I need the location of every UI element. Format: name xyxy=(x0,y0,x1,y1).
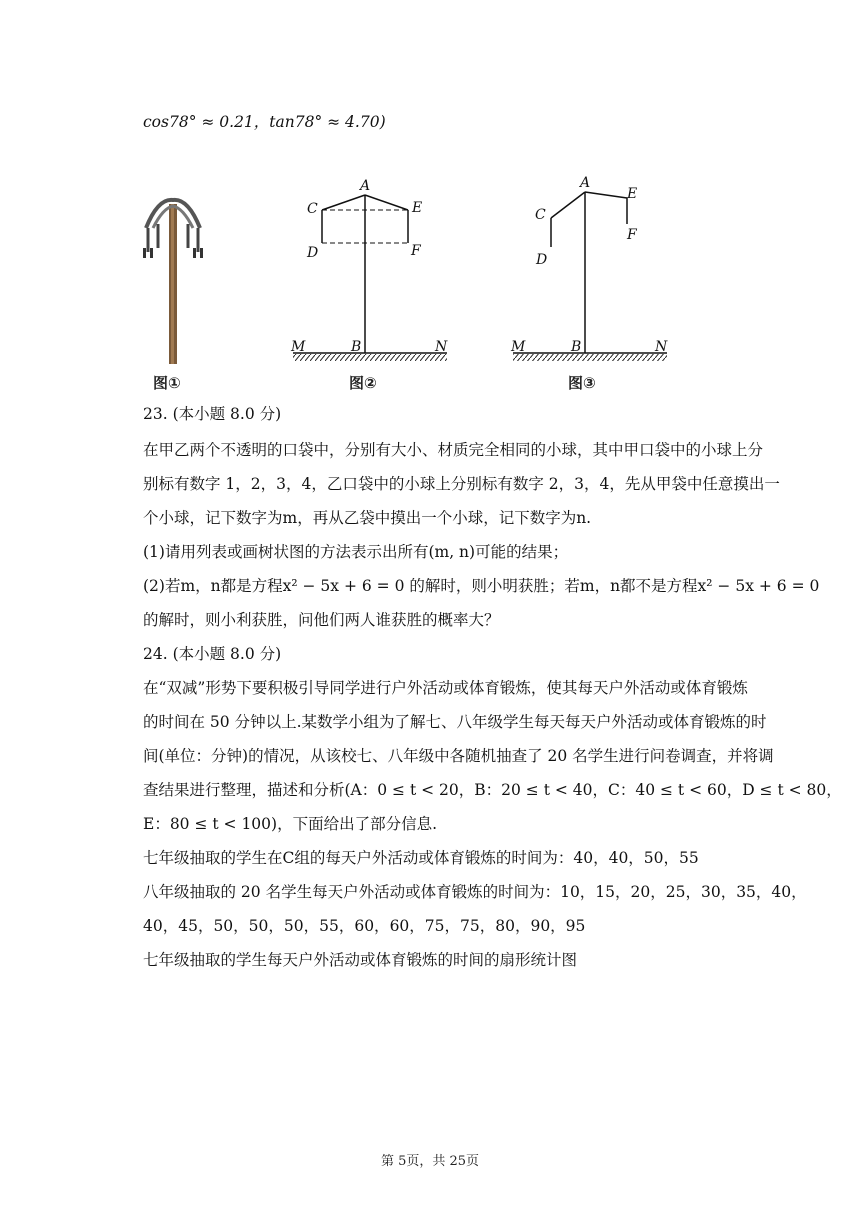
figure-3-label: 图③ xyxy=(568,374,596,392)
fig2-point-e: E xyxy=(412,200,423,216)
figure-3-drawing xyxy=(505,172,675,370)
fig2-point-c: C xyxy=(307,201,318,217)
q24-line-1: 在“双减”形势下要积极引导同学进行户外活动或体育锻炼，使其每天户外活动或体育锻炼 xyxy=(143,679,748,697)
figure-1 xyxy=(138,190,208,365)
figure-3 xyxy=(505,172,675,370)
q23-line-3: 个小球，记下数字为m，再从乙袋中摸出一个小球，记下数字为n. xyxy=(143,509,592,527)
figure-1-label: 图① xyxy=(153,374,181,392)
q24-line-7: 八年级抽取的 20 名学生每天户外活动或体育锻炼的时间为：10，15，20，25，30，35，40， xyxy=(143,883,807,901)
q23-line-5: (2)若m，n都是方程x² − 5x + 6 = 0 的解时，则小明获胜；若m，n都不是方程x² − 5x + 6 = 0 xyxy=(143,577,820,595)
q24-line-4: 查结果进行整理，描述和分析(A：0 ≤ t < 20，B：20 ≤ t < 40，C：40 ≤ t < 60，D ≤ t < 80， xyxy=(143,781,842,799)
q23-line-1: 在甲乙两个不透明的口袋中，分别有大小、材质完全相同的小球，其中甲口袋中的小球上分 xyxy=(143,441,764,459)
q23-line-2: 别标有数字 1，2，3，4，乙口袋中的小球上分别标有数字 2，3，4，先从甲袋中任意摸出一 xyxy=(143,475,780,493)
fig3-point-d: D xyxy=(536,252,548,268)
fig3-point-m: M xyxy=(511,339,526,355)
q24-header: 24. (本小题 8.0 分) xyxy=(143,645,282,663)
q24-line-2: 的时间在 50 分钟以上.某数学小组为了解七、八年级学生每天每天户外活动或体育锻炼的时 xyxy=(143,713,767,731)
q24-line-6: 七年级抽取的学生在C组的每天户外活动或体育锻炼的时间为：40，40，50，55 xyxy=(143,849,699,867)
fig2-point-a: A xyxy=(360,178,371,194)
fig3-point-b: B xyxy=(571,339,582,355)
figure-2-label: 图② xyxy=(349,374,377,392)
fig2-point-b: B xyxy=(351,339,362,355)
q23-header: 23. (本小题 8.0 分) xyxy=(143,405,282,423)
q23-line-6: 的解时，则小利获胜，问他们两人谁获胜的概率大？ xyxy=(143,611,500,629)
fig3-point-a: A xyxy=(580,175,591,191)
fig2-point-f: F xyxy=(411,243,421,259)
q24-line-3: 间(单位：分钟)的情况，从该校七、八年级中各随机抽查了 20 名学生进行问卷调查，并将调 xyxy=(143,747,774,765)
q24-line-8: 40，45，50，50，50，55，60，60，75，75，80，90，95 xyxy=(143,917,586,935)
q23-line-4: (1)请用列表或画树状图的方法表示出所有(m, n)可能的结果； xyxy=(143,543,569,561)
fig3-point-f: F xyxy=(627,227,637,243)
fig2-point-n: N xyxy=(435,339,448,355)
figure-2-drawing xyxy=(285,175,455,370)
fig3-point-c: C xyxy=(535,207,546,223)
fig3-point-n: N xyxy=(655,339,668,355)
q24-line-9: 七年级抽取的学生每天户外活动或体育锻炼的时间的扇形统计图 xyxy=(143,951,578,969)
fig3-point-e: E xyxy=(627,186,638,202)
q24-line-5: E：80 ≤ t < 100)，下面给出了部分信息. xyxy=(143,815,438,833)
trig-values-line: cos78° ≈ 0.21，tan78° ≈ 4.70) xyxy=(143,113,386,131)
page-footer: 第 5页，共 25页 xyxy=(380,1154,480,1169)
figure-2 xyxy=(285,175,455,370)
fig2-point-m: M xyxy=(291,339,306,355)
fig2-point-d: D xyxy=(307,245,319,261)
figure-1-drawing xyxy=(138,190,208,365)
